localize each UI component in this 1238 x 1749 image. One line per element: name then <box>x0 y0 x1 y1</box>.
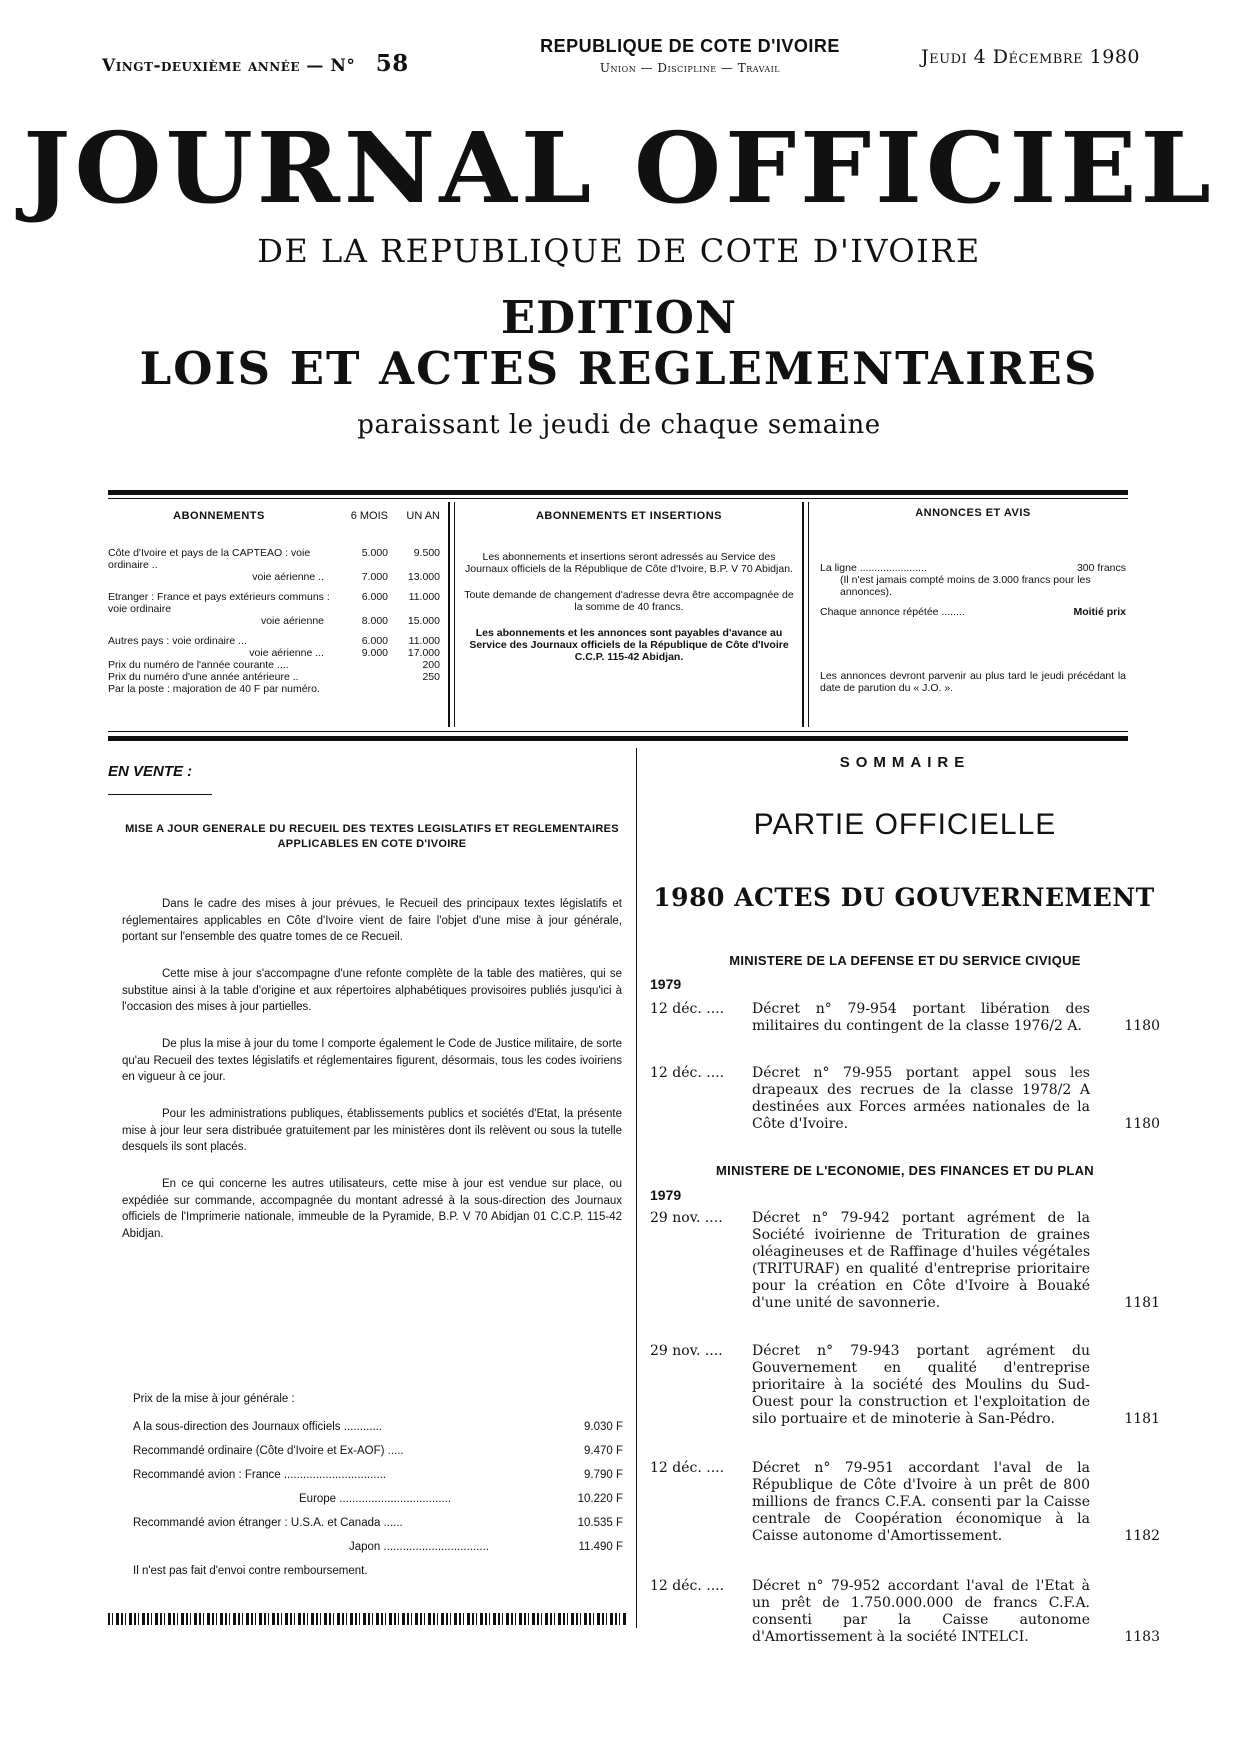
box-divider <box>454 502 455 727</box>
en-vente-underline <box>108 794 212 795</box>
recueil-paragraph: Dans le cadre des mises à jour prévues, le Recueil des principaux textes législatifs et réglementaires applicables en Côte d'Ivoire vient de faire l'objet d'une mise à jour générale, portant sur l'ensemble des quatre tomes de ce Recueil. <box>122 898 622 944</box>
sommaire-heading: SOMMAIRE <box>839 754 971 771</box>
rate-row: Etranger : France et pays extérieurs communs : voie ordinaire 6.000 11.000 <box>108 590 440 615</box>
annonces-deadline: Les annonces devront parvenir au plus tard le jeudi précédant la date de parution du « J.O. ». <box>820 669 1126 694</box>
price-row: Europe ................................... 10.220 F <box>299 1493 623 1505</box>
publication-frequency: paraissant le jeudi de chaque semaine <box>357 410 881 440</box>
republic-block <box>510 36 870 75</box>
box-divider <box>802 502 804 727</box>
entry-page: 1183 <box>1124 1629 1160 1646</box>
line-note: (Il n'est jamais compté moins de 3.000 francs pour les annonces). <box>840 573 1091 598</box>
price-row: A la sous-direction des Journaux officiels ............ 9.030 F <box>133 1421 623 1433</box>
entry-page: 1181 <box>1124 1295 1160 1312</box>
edition-label: EDITION <box>500 291 738 344</box>
box-bottom-rule-thin <box>108 731 1128 732</box>
en-vente-heading: EN VENTE : <box>108 763 193 780</box>
entry-date: 12 déc. .... <box>650 1460 725 1476</box>
entry-date: 29 nov. .... <box>650 1210 723 1226</box>
sommaire-entry <box>650 1578 1160 1646</box>
subscription-insertions <box>464 510 794 663</box>
entry-text: Décret n° 79-951 accordant l'aval de la République de Côte d'Ivoire à un prêt de 800 millions de francs C.F.A. consenti par la Caisse centrale de Coopération économique à la Caisse autonome d'Amortissement. <box>752 1460 1090 1545</box>
section-heading: 1980 ACTES DU GOUVERNEMENT <box>653 883 1155 912</box>
entry-text: Décret n° 79-954 portant libération des militaires du contingent de la classe 1976/2 A. <box>752 1001 1090 1035</box>
ministry-heading: MINISTERE DE LA DEFENSE ET DU SERVICE CIVIQUE <box>729 953 1081 968</box>
entry-page: 1181 <box>1124 1411 1160 1428</box>
entry-date: 29 nov. .... <box>650 1343 723 1359</box>
issue-year-number <box>102 50 409 77</box>
rate-row: Prix du numéro de l'année courante .... 200 <box>108 659 440 672</box>
journal-title: JOURNAL OFFICIEL <box>23 110 1215 226</box>
price-footnote: Il n'est pas fait d'envoi contre remboursement. <box>133 1565 368 1577</box>
insertions-address-change: Toute demande de changement d'adresse devra être accompagnée de la somme de 40 francs. <box>464 588 794 613</box>
entry-page: 1180 <box>1124 1116 1160 1133</box>
repeat-label: Chaque annonce répétée ........ <box>820 605 965 618</box>
ministry-year: 1979 <box>650 976 682 992</box>
rate-row: voie aérienne .. 7.000 13.000 <box>252 570 440 583</box>
subscriptions-heading: ABONNEMENTS <box>173 510 265 522</box>
year-label: Vingt-deuxième année <box>102 56 300 76</box>
repeat-price: Moitié prix <box>1073 605 1126 618</box>
sommaire-entry <box>650 1343 1160 1428</box>
annonces-heading: ANNONCES ET AVIS <box>915 507 1031 519</box>
price-row: Recommandé avion : France ................................ 9.790 F <box>133 1469 623 1481</box>
masthead-rule-thin <box>108 498 1128 499</box>
recueil-heading: MISE A JOUR GENERALE DU RECUEIL DES TEXTES LEGISLATIFS ET REGLEMENTAIRES APPLICABLES EN COTE D'IVOIRE <box>125 823 619 851</box>
rate-row: Par la poste : majoration de 40 F par numéro. <box>108 683 320 696</box>
subscription-rates <box>108 510 440 695</box>
insertions-address: Les abonnements et insertions seront adressés au Service des Journaux officiels de la République de Côte d'Ivoire, B.P. V 70 Abidjan. <box>465 550 793 575</box>
ornament-bar <box>108 1613 628 1625</box>
sommaire-entry <box>650 1210 1160 1312</box>
partie-officielle: PARTIE OFFICIELLE <box>753 808 1057 841</box>
ministry-heading: MINISTERE DE L'ECONOMIE, DES FINANCES ET DU PLAN <box>716 1163 1094 1178</box>
line-label: La ligne ....................... <box>820 561 927 574</box>
sommaire-entry <box>650 1001 1160 1035</box>
entry-text: Décret n° 79-943 portant agrément du Gouvernement en qualité d'entreprise prioritaire à la société des Moulins du Sud-Ouest pour la construction et l'exploitation de silo portuaire et de minoterie à San-Pédro. <box>752 1343 1090 1428</box>
box-divider <box>448 502 450 727</box>
sommaire-entry <box>650 1065 1160 1133</box>
sommaire-entry <box>650 1460 1160 1545</box>
insertions-heading: ABONNEMENTS ET INSERTIONS <box>535 510 723 522</box>
rate-row: Prix du numéro d'une année antérieure .. 250 <box>108 671 440 684</box>
entry-page: 1182 <box>1124 1528 1160 1545</box>
republic-name: REPUBLIQUE DE COTE D'IVOIRE <box>540 36 840 56</box>
box-divider <box>808 502 809 727</box>
recueil-paragraph: Cette mise à jour s'accompagne d'une refonte complète de la table des matières, qui se substitue ainsi à la table d'origine et aux répertoires alphabétiques provisoires publiés jusqu'ici à l'occasion des mises à jour partielles. <box>122 968 622 1014</box>
number-label: — N° <box>306 56 356 76</box>
price-row: Japon ................................. 11.490 F <box>349 1541 623 1553</box>
ministry-year: 1979 <box>650 1187 682 1203</box>
recueil-text <box>122 896 622 1243</box>
masthead-rule <box>108 490 1128 495</box>
rate-row: Côte d'Ivoire et pays de la CAPTEAO : voie ordinaire .. 5.000 9.500 <box>108 546 440 571</box>
edition-name: LOIS ET ACTES REGLEMENTAIRES <box>139 342 1099 395</box>
national-motto: Union — Discipline — Travail <box>599 61 781 75</box>
insertions-payment: Les abonnements et les annonces sont payables d'avance au Service des Journaux officiels de la République de Côte d'Ivoire C.C.P. 115-42 Abidjan. <box>469 626 789 664</box>
price-list <box>133 1393 623 1577</box>
recueil-paragraph: Pour les administrations publiques, établissements publics et sociétés d'Etat, la présente mise à jour leur sera distribuée gratuitement par les ministères dont ils relèvent ou sous la tutelle desquels ils sont placés. <box>122 1108 622 1154</box>
col-one-year: UN AN <box>406 510 440 522</box>
entry-date: 12 déc. .... <box>650 1065 725 1081</box>
rate-row: voie aérienne ... 9.000 17.000 <box>249 647 440 660</box>
column-divider <box>636 748 637 1628</box>
price-intro: Prix de la mise à jour générale : <box>133 1393 295 1405</box>
rate-row: voie aérienne 8.000 15.000 <box>260 614 440 627</box>
journal-subtitle: DE LA REPUBLIQUE DE COTE D'IVOIRE <box>257 232 981 270</box>
issue-date: Jeudi 4 Décembre 1980 <box>921 46 1140 68</box>
recueil-paragraph: De plus la mise à jour du tome I comporte également le Code de Justice militaire, de sorte qu'au Recueil des textes législatifs et réglementaires figurent, désormais, tous les codes ivoiriens en vigueur à ce jour. <box>122 1038 622 1084</box>
entry-date: 12 déc. .... <box>650 1578 725 1594</box>
entry-text: Décret n° 79-955 portant appel sous les drapeaux des recrues de la classe 1978/2 A destinées aux Forces armées nationales de la Côte d'Ivoire. <box>752 1065 1090 1133</box>
entry-page: 1180 <box>1124 1018 1160 1035</box>
recueil-paragraph: En ce qui concerne les autres utilisateurs, cette mise à jour est vendue sur place, ou expédiée sur commande, accompagnée du montant adressé à la sous-direction des Journaux officiels de l'Imprimerie nationale, immeuble de la Pyramide, B.P. V 70 Abidjan 01 C.C.P. 115-42 Abidjan. <box>122 1178 622 1241</box>
issue-number: 58 <box>375 50 409 77</box>
annonces-avis <box>820 507 1126 694</box>
col-6-months: 6 MOIS <box>350 510 388 522</box>
rate-row: Autres pays : voie ordinaire ... 6.000 11.000 <box>108 635 440 648</box>
entry-date: 12 déc. .... <box>650 1001 725 1017</box>
box-bottom-rule <box>108 736 1128 741</box>
price-row: Recommandé avion étranger : U.S.A. et Canada ...... 10.535 F <box>133 1517 623 1529</box>
entry-text: Décret n° 79-942 portant agrément de la Société ivoirienne de Trituration de graines oléagineuses et de Raffinage d'huiles végétales (TRITURAF) en qualité d'entreprise prioritaire pour la création en Côte d'Ivoire à Bouaké d'une unité de savonnerie. <box>752 1210 1090 1312</box>
price-row: Recommandé ordinaire (Côte d'Ivoire et Ex-AOF) ..... 9.470 F <box>133 1445 623 1457</box>
line-price: 300 francs <box>1076 561 1126 574</box>
entry-text: Décret n° 79-952 accordant l'aval de l'Etat à un prêt de 1.750.000.000 de francs C.F.A. consenti par la Caisse autonome d'Amortissement à la société INTELCI. <box>752 1578 1090 1646</box>
